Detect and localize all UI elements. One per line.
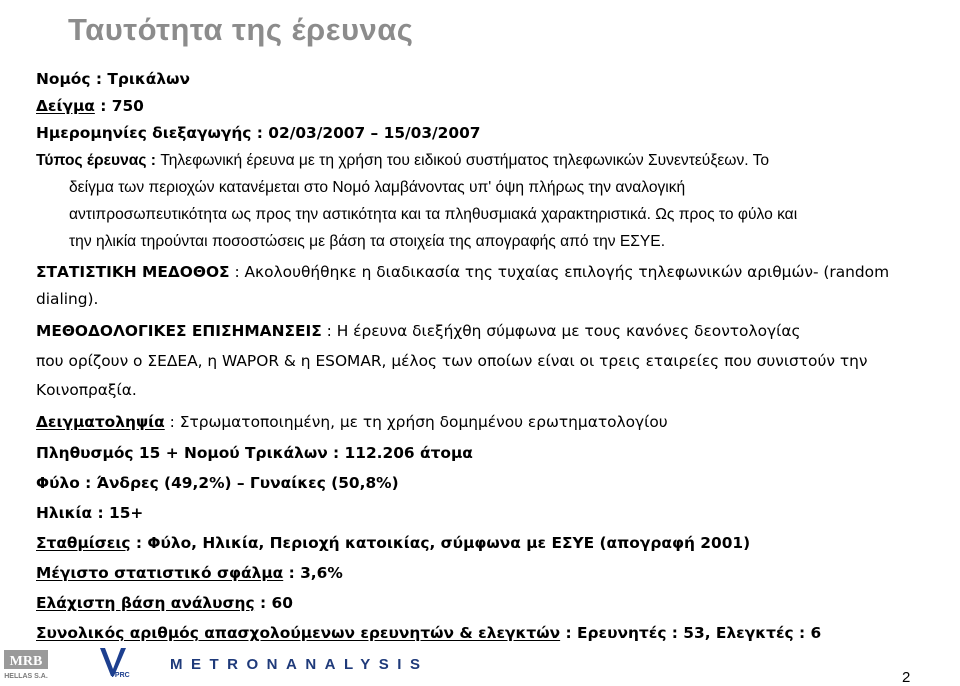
plithysmos-line — [36, 440, 958, 467]
nomos-value: Τρικάλων — [107, 70, 190, 88]
deigma-line — [36, 93, 958, 120]
typos-line1: Τηλεφωνική έρευνα με τη χρήση του ειδικού συστήματος τηλεφωνικών Συνεντεύξεων. Το — [160, 152, 770, 169]
metronanalysis-logo — [170, 654, 500, 672]
typos-label: Τύπος έρευνας : — [36, 152, 161, 169]
fylo-label: Φύλο — [36, 474, 80, 492]
footer — [0, 640, 960, 686]
deigma-value: : 750 — [94, 97, 144, 115]
episimanseis-label: ΜΕΘΟΔΟΛΟΓΙΚΕΣ ΕΠΙΣΗΜΑΝΣΕΙΣ — [36, 322, 322, 340]
deigmatolipsia-line — [36, 409, 958, 436]
typos-line2: δείγμα των περιοχών κατανέμεται στο Νομό λαμβάνοντας υπ' όψη πλήρως την αναλογική — [69, 179, 686, 196]
sfalma-label: Μέγιστο στατιστικό σφάλμα — [36, 564, 284, 582]
episimanseis-line3: Κοινοπραξία. — [36, 381, 137, 399]
methodos-line1: : Ακολουθήθηκε η διαδικασία της τυχαίας επιλογής τηλεφωνικών αριθμών- (random — [229, 263, 890, 281]
elaxisti-line — [36, 590, 958, 617]
methodos-line2: dialing). — [36, 290, 99, 308]
mrb-logo-subtext: HELLAS S.A. — [4, 673, 48, 680]
ilikia-label: Ηλικία — [36, 504, 93, 522]
episimanseis-paragraph — [36, 316, 958, 404]
sfalma-line — [36, 560, 958, 587]
typos-paragraph — [36, 147, 958, 255]
metronanalysis-logo-text: METRONANALYSIS — [170, 656, 429, 672]
survey-identity-content — [36, 66, 958, 647]
episimanseis-line1: : Η έρευνα διεξήχθη σύμφωνα με τους κανόνες δεοντολογίας — [321, 322, 801, 340]
vprc-logo — [96, 644, 132, 680]
stathmiseis-label: Σταθμίσεις — [36, 534, 131, 552]
hmerominies-label: Ημερομηνίες διεξαγωγής : — [36, 124, 269, 142]
methodos-label: ΣΤΑΤΙΣΤΙΚΗ ΜΕΔΟΘΟΣ — [36, 263, 230, 281]
elaxisti-value: : 60 — [254, 594, 293, 612]
synolikos-label: Συνολικός αριθμός απασχολούμενων ερευνητών & ελεγκτών — [36, 624, 561, 642]
deigmatolipsia-value: : Στρωματοποιημένη, με τη χρήση δομημένου ερωτηματολογίου — [164, 413, 668, 431]
plithysmos-value: 15 + Νομού Τρικάλων : 112.206 άτομα — [133, 444, 473, 462]
episimanseis-line2: που ορίζουν ο ΣΕΔΕΑ, η WAPOR & η ESOMAR, μέλος των οποίων είναι οι τρεις εταιρείες που συνιστούν την — [36, 352, 868, 370]
vprc-logo-text: VPRC — [110, 672, 130, 679]
typos-line3: αντιπροσωπευτικότητα ως προς την αστικότητα και τα πληθυσμιακά χαρακτηριστικά. Ως προς το φύλο και — [69, 206, 798, 223]
hmerominies-line — [36, 120, 958, 147]
elaxisti-label: Ελάχιστη βάση ανάλυσης — [36, 594, 255, 612]
deigma-label: Δείγμα — [36, 97, 95, 115]
mrb-logo-text: MRB — [9, 654, 43, 669]
synolikos-value: : Ερευνητές : 53, Ελεγκτές : 6 — [560, 624, 822, 642]
ilikia-line — [36, 500, 958, 527]
stathmiseis-line — [36, 530, 958, 557]
nomos-line — [36, 66, 958, 93]
ilikia-value: : 15+ — [92, 504, 144, 522]
fylo-line — [36, 470, 958, 497]
mrb-logo — [4, 650, 48, 680]
sfalma-value: : 3,6% — [283, 564, 343, 582]
methodos-paragraph — [36, 259, 958, 313]
nomos-label: Νομός : — [36, 70, 108, 88]
page-title: Ταυτότητα της έρευνας — [68, 12, 414, 47]
fylo-value: : Άνδρες (49,2%) – Γυναίκες (50,8%) — [79, 474, 399, 492]
page-number: 2 — [902, 669, 911, 686]
plithysmos-label: Πληθυσμός — [36, 444, 134, 462]
typos-line4: την ηλικία τηρούνται ποσοστώσεις με βάση τα στοιχεία της απογραφής από την ΕΣΥΕ. — [69, 233, 666, 250]
stathmiseis-value: : Φύλο, Ηλικία, Περιοχή κατοικίας, σύμφωνα με ΕΣΥΕ (απογραφή 2001) — [130, 534, 751, 552]
deigmatolipsia-label: Δειγματοληψία — [36, 413, 165, 431]
hmerominies-value: 02/03/2007 – 15/03/2007 — [268, 124, 481, 142]
